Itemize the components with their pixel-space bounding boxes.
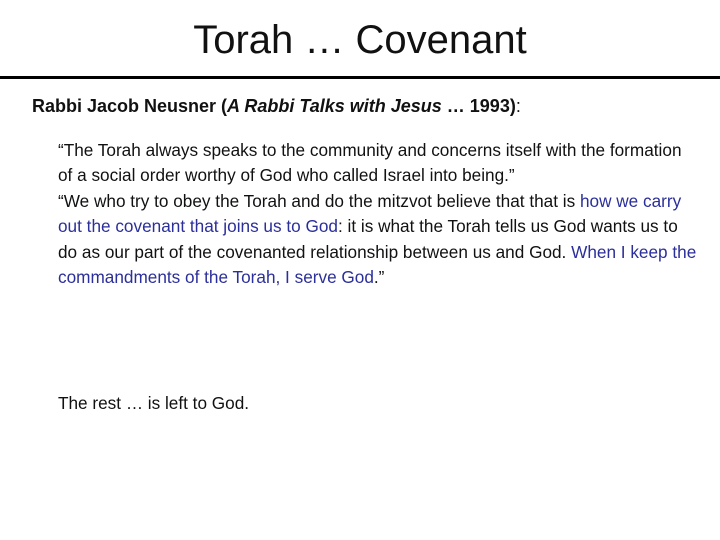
quote2-text-2: : it is what the Torah tells us God wants us to do as our part of the covenanted relationship between us and God. [58,216,678,262]
quote-body [58,138,698,290]
source-heading [32,94,692,118]
quote-paragraph-2 [58,189,698,291]
quote-paragraph-1: “The Torah always speaks to the community and concerns itself with the formation of a social order worthy of God who called Israel into being.” [58,140,682,186]
heading-author: Rabbi Jacob Neusner ( [32,96,228,116]
quote2-highlight-serve-god: When I keep the commandments of the Torah, I serve God [58,241,697,288]
quote2-text-1: “We who try to obey the Torah and do the mitzvot believe that that is [58,190,580,211]
quote2-highlight-covenant: how we carry out the covenant that joins us to God [58,190,682,237]
quote2-text-3: .” [373,267,385,288]
closing-line: The rest … is left to God. [58,393,250,413]
heading-year: … 1993) [441,96,516,116]
slide-title: Torah … Covenant [193,18,527,62]
heading-colon: : [515,96,521,116]
title-divider [0,76,720,79]
heading-book-title: A Rabbi Talks with Jesus [227,96,442,116]
